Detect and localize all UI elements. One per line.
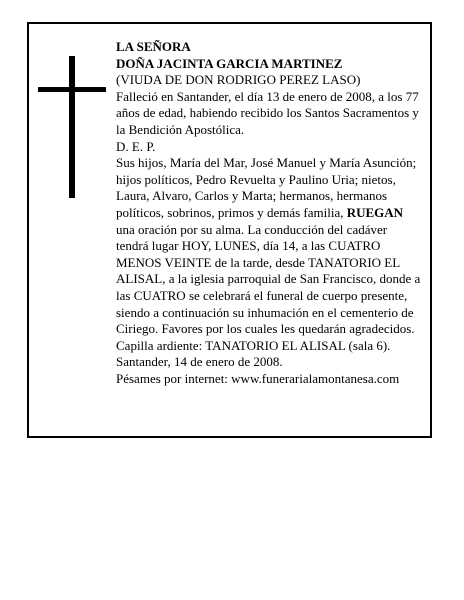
- death-info: Falleció en Santander, el día 13 de enero de 2008, a los 77 años de edad, habiendo recibido los Santos Sacramentos y la Bendición Apostólica.: [116, 88, 419, 137]
- cross-horizontal-bar: [38, 87, 106, 92]
- family-paragraph: [116, 155, 422, 354]
- deceased-name: DOÑA JACINTA GARCIA MARTINEZ: [116, 55, 343, 71]
- cross-vertical-bar: [69, 56, 75, 198]
- obituary-notice: [27, 22, 432, 438]
- dep-line: D. E. P.: [116, 138, 156, 154]
- ruegan-text: RUEGAN: [346, 204, 404, 220]
- notice-title: LA SEÑORA: [116, 39, 191, 54]
- funeral-text: una oración por su alma. La conducción del cadáver tendrá lugar HOY, LUNES, día 14, a las CUATRO MENOS VEINTE de la tarde, desde TANATORIO EL ALISAL, a la iglesia parroquial de San Francisco, donde a las CUATRO se celebrará el funeral de cuerpo presente, siendo a continuación su inhumación en el cementerio de Ciriego. Favores por los cuales les quedarán agradecidos. Capilla ardiente: TANATORIO EL ALISAL (sala 6).: [116, 221, 421, 353]
- condolences-line: Pésames por internet: www.funerarialamontanesa.com: [116, 370, 400, 386]
- notice-text: [116, 39, 422, 387]
- date-line: Santander, 14 de enero de 2008.: [116, 354, 283, 370]
- family-text: Sus hijos, María del Mar, José Manuel y María Asunción; hijos políticos, Pedro Revuelta y Paulino Uria; nietos, Laura, Alvaro, Carlos y Marta; hermanos, hermanos políticos, sobrinos, primos y demás familia,: [116, 155, 417, 220]
- widow-line: (VIUDA DE DON RODRIGO PEREZ LASO): [116, 72, 361, 88]
